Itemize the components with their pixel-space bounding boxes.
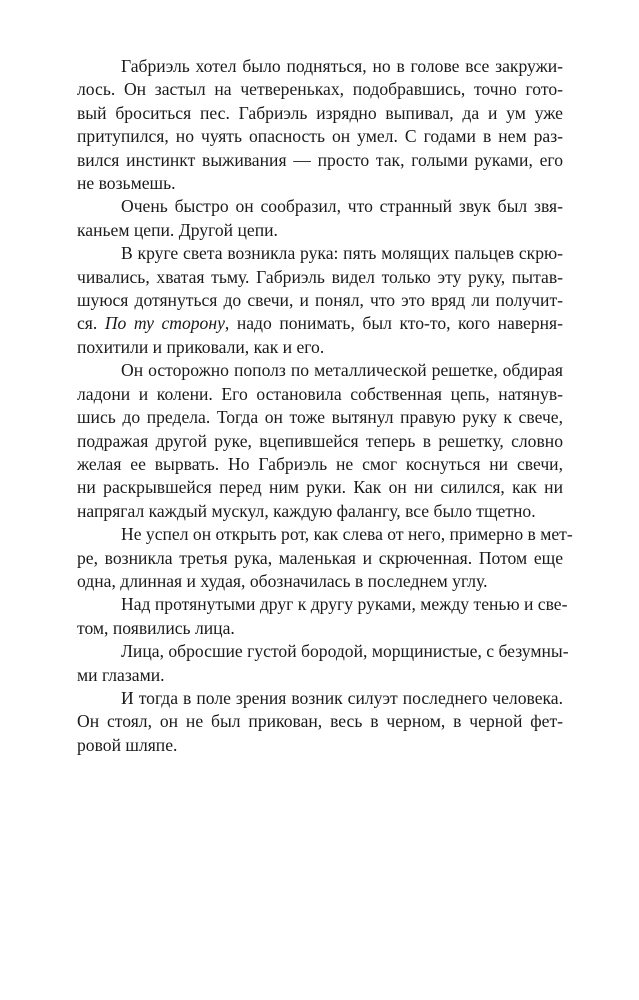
paragraph-1 (77, 55, 563, 195)
text-line: В круге света возникла рука: пять молящих пальцев скрю- (121, 243, 563, 264)
text-line: чивались, хватая тьму. Габриэль видел только эту руку, пытав- (77, 266, 563, 287)
paragraph-5 (77, 523, 573, 593)
text-line: ровой шляпе. (77, 734, 178, 755)
text-line: ладони и колени. Его остановила собственная цепь, натянув- (77, 383, 563, 404)
text-line: не возьмешь. (77, 173, 176, 194)
text-line: ми глазами. (77, 664, 165, 685)
text-fragment: , надо понимать, был кто-то, кого наверня- (224, 313, 563, 334)
paragraph-8 (77, 687, 563, 757)
book-page (77, 55, 573, 757)
text-line: лось. Он застыл на четвереньках, подобравшись, точно гото- (77, 79, 563, 100)
text-line: Габриэль хотел было подняться, но в голове все закружи- (121, 56, 563, 76)
text-line: том, появились лица. (77, 617, 235, 638)
paragraph-3 (77, 242, 563, 359)
text-line: похитили и приковали, как и его. (77, 336, 325, 357)
text-line: Очень быстро он сообразил, что странный звук был звя- (121, 196, 563, 217)
text-line: вый броситься пес. Габриэль изрядно выпивал, да и ум уже (77, 102, 563, 123)
text-line: Не успел он открыть рот, как слева от него, примерно в мет- (121, 524, 573, 545)
text-line: Он осторожно пополз по металлической решетке, обдирая (121, 360, 563, 381)
text-line: Он стоял, он не был прикован, весь в черном, в черной фет- (77, 711, 563, 732)
text-line: каньем цепи. Другой цепи. (77, 219, 278, 240)
text-line: подражая другой руке, вцепившейся теперь в решетку, словно (77, 430, 563, 451)
italic-phrase: По ту сторону (104, 313, 225, 334)
text-fragment: ся. (77, 313, 105, 334)
paragraph-6 (77, 593, 568, 640)
text-line: вился инстинкт выживания — просто так, голыми руками, его (77, 149, 563, 170)
text-line: шись до предела. Тогда он тоже вытянул правую руку к свече, (77, 407, 563, 428)
paragraph-2 (77, 195, 563, 242)
text-line: ре, возникла третья рука, маленькая и скрюченная. Потом еще (77, 547, 563, 568)
paragraph-7 (77, 640, 569, 687)
text-line: Над протянутыми друг к другу руками, между тенью и све- (121, 594, 568, 615)
text-line: напрягал каждый мускул, каждую фалангу, все было тщетно. (77, 500, 536, 521)
text-line: И тогда в поле зрения возник силуэт последнего человека. (121, 687, 563, 708)
text-line: ни раскрывшейся перед ним руки. Как он ни силился, как ни (77, 477, 563, 498)
text-line: шуюся дотянуться до свечи, и понял, что это вряд ли получит- (77, 290, 563, 311)
text-line: притупился, но чуять опасность он умел. С годами в нем раз- (77, 126, 563, 147)
paragraph-4 (77, 359, 563, 523)
text-line-with-italic (77, 312, 563, 335)
text-line: Лица, обросшие густой бородой, морщинистые, с безумны- (121, 641, 569, 662)
text-line: желая ее вырвать. Но Габриэль не смог коснуться ни свечи, (77, 453, 563, 474)
text-line: одна, длинная и худая, обозначилась в последнем углу. (77, 570, 488, 591)
